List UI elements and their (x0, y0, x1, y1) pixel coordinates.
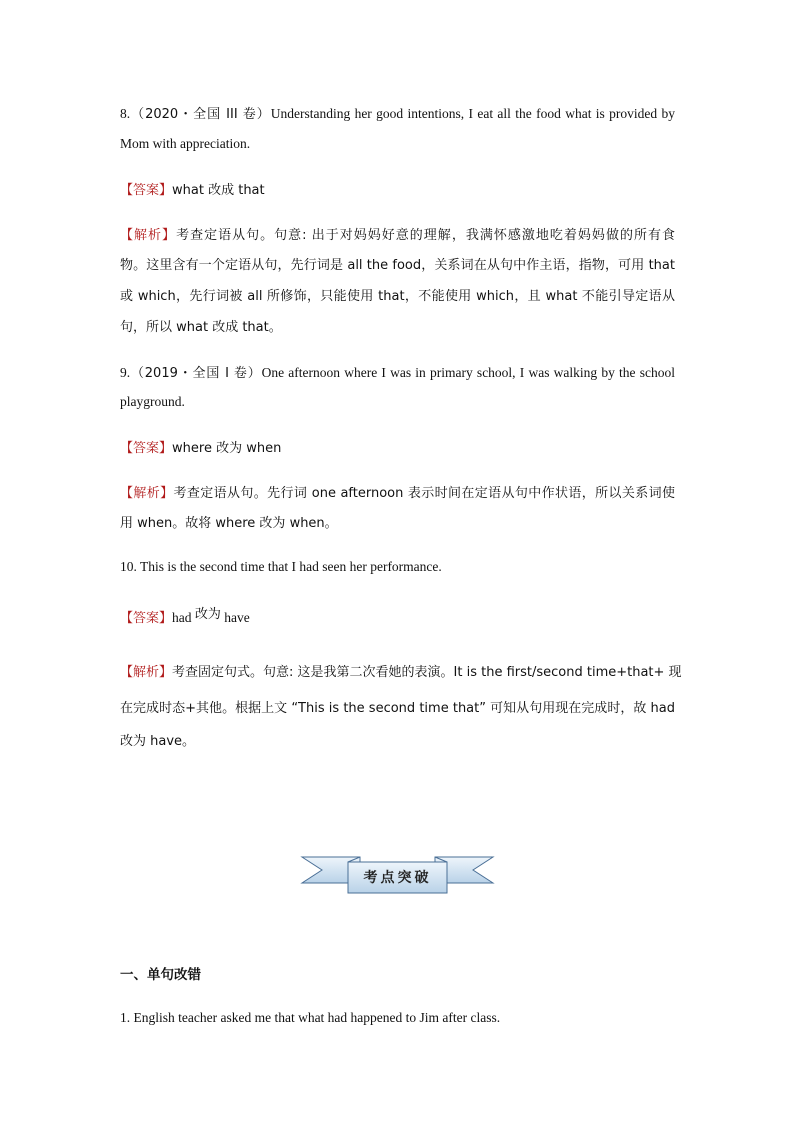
q10-answer: 【答案】had 改为 have (120, 607, 250, 626)
analysis-label: 【解析】 (120, 665, 173, 680)
q8-stem-line1 (120, 105, 675, 124)
section-banner (300, 853, 495, 895)
q8-stem-line2: Mom with appreciation. (120, 136, 251, 151)
q8-answer-text: what 改成 that (172, 183, 265, 198)
answer-label: 【答案】 (120, 611, 173, 626)
q8-analysis-line3: 或 which，先行词被 all 所修饰，只能使用 that，不能使用 which，且 what 不能引导定语从 (120, 289, 675, 304)
q8-source: （2020・全国 III 卷） (130, 107, 271, 122)
q9-analysis-line1: 【解析】考查定语从句。先行词 one afternoon 表示时间在定语从句中作状语，所以关系词使 (120, 486, 675, 501)
q10-analysis-line1: 【解析】考查固定句式。句意: 这是我第二次看她的表演。It is the first/second time+that+ 现 (120, 665, 682, 680)
q10-analysis-line2: 在完成时态+其他。根据上文 “This is the second time that” 可知从句用现在完成时，故 had (120, 701, 675, 716)
q10-number: 10. (120, 559, 137, 574)
q9-text-1: One afternoon where I was in primary school, I was walking by the school (261, 365, 675, 380)
q9-source: （2019・全国 I 卷） (130, 366, 262, 381)
q9-analysis-line2: 用 when。故将 where 改为 when。 (120, 516, 338, 531)
q8-answer (120, 181, 675, 200)
q9-stem-line2: playground. (120, 394, 185, 409)
answer-label: 【答案】 (120, 183, 173, 198)
answer-label: 【答案】 (120, 441, 173, 456)
q9-answer (120, 439, 675, 458)
q8-analysis-line1: 【解析】考查定语从句。句意: 出于对妈妈好意的理解，我满怀感激地吃着妈妈做的所有食 (120, 228, 675, 243)
section-heading: 一、单句改错 (120, 967, 201, 983)
q9-answer-text: where 改为 when (172, 441, 282, 456)
q10-analysis-line3: 改为 have。 (120, 734, 196, 749)
banner-title: 考点突破 (363, 870, 432, 886)
q10-text: This is the second time that I had seen her performance. (140, 559, 442, 574)
analysis-label: 【解析】 (120, 486, 174, 501)
q8-number: 8. (120, 106, 131, 121)
analysis-label: 【解析】 (120, 228, 177, 243)
q8-analysis-line4: 句，所以 what 改成 that。 (120, 320, 282, 335)
exercise-item-1: 1. English teacher asked me that what had happened to Jim after class. (120, 1010, 501, 1025)
q9-number: 9. (120, 365, 131, 380)
q10-stem (120, 558, 675, 576)
q8-text-1: Understanding her good intentions, I eat all the food what is provided by (270, 106, 675, 121)
q8-analysis-line2: 物。这里含有一个定语从句，先行词是 all the food，关系词在从句中作主语，指物，可用 that (120, 258, 675, 273)
q9-stem-line1 (120, 364, 675, 383)
